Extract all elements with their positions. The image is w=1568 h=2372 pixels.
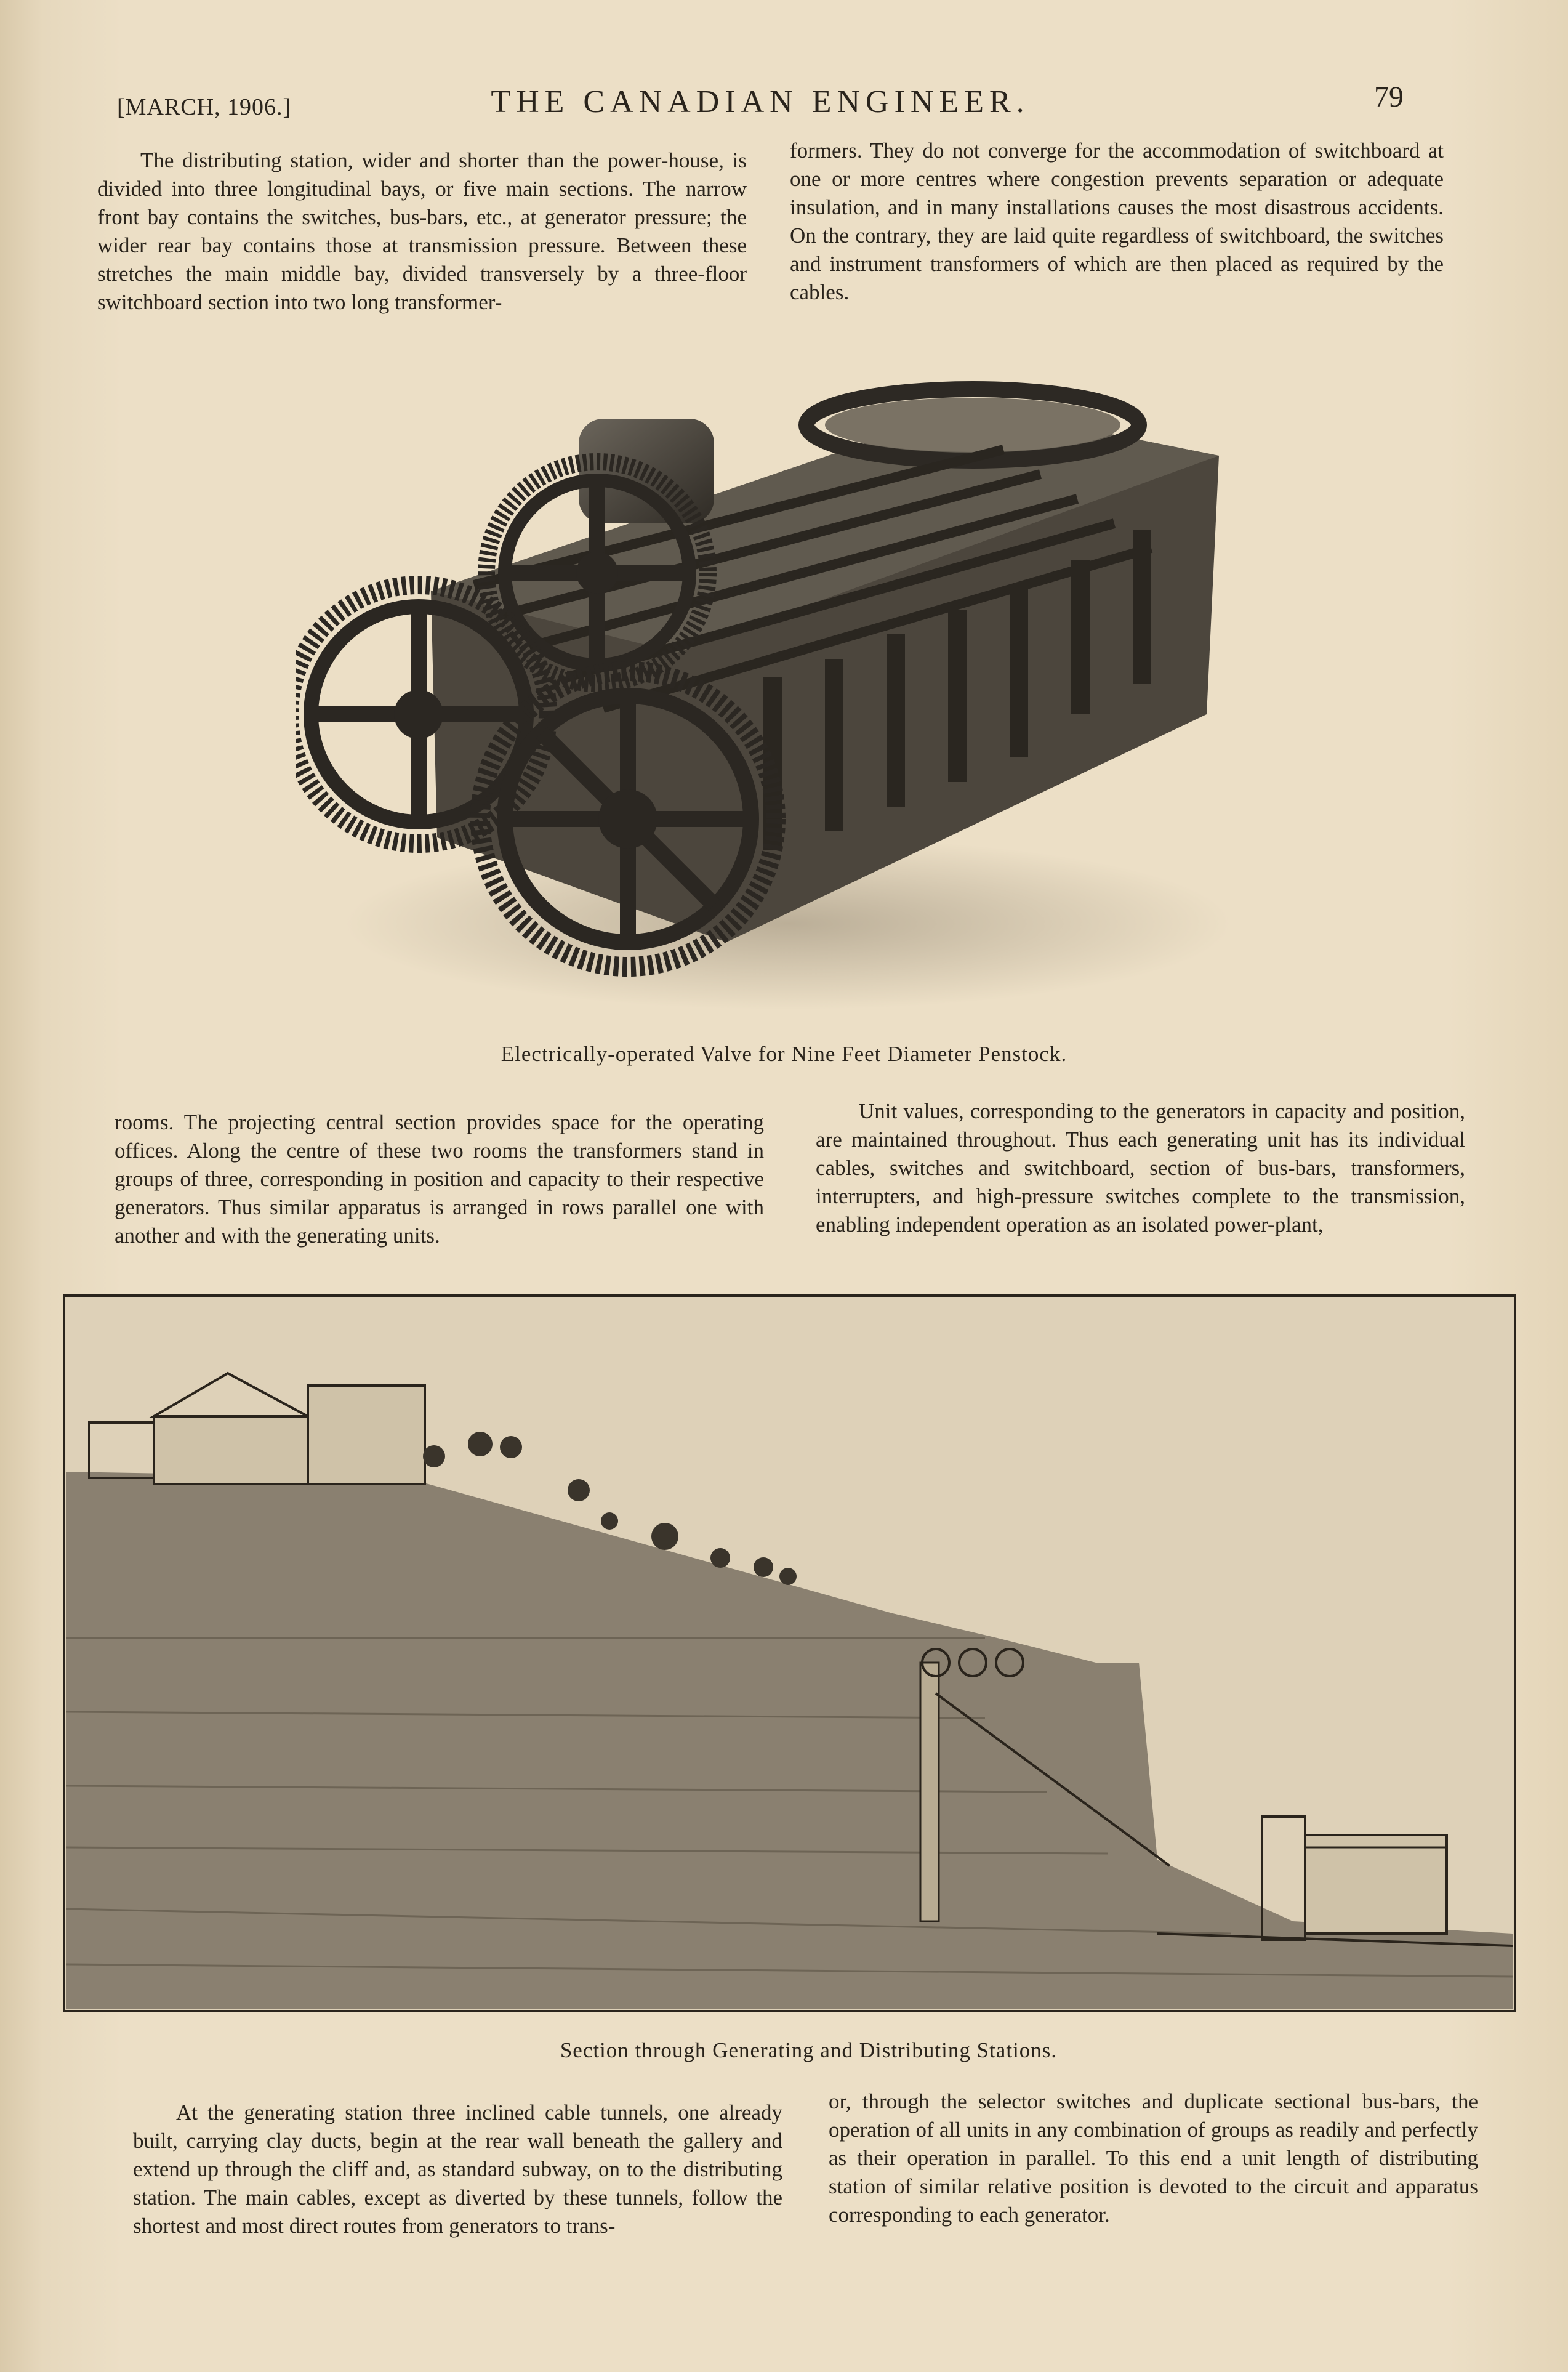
section-caption: Section through Generating and Distributing Stations.	[560, 2038, 1058, 2062]
text-column-bottom-left	[133, 2099, 782, 2240]
paragraph: Unit values, corresponding to the generators in capacity and position, are maintained throughout. Thus each generating unit has its individual cables, switches and switchboard, section of bus-bars, transformers, interrupters, and high-pressure switches complete to the transmission, enabling independent operation as an isolated power-plant,	[816, 1099, 1465, 1236]
paragraph: or, through the selector switches and duplicate sectional bus-bars, the operation of all units in any combination of groups as readily and perfectly as their operation in parallel. To this end a unit length of distributing station of similar relative position is devoted to the circuit and apparatus corresponding to each generator.	[829, 2089, 1478, 2227]
page-number: 79	[1374, 81, 1404, 113]
valve-illustration	[296, 369, 1244, 1028]
paragraph: formers. They do not converge for the accommodation of switchboard at one or more centres where congestion prevents separation or adequate insulation, and in many installations causes the most disastrous accidents. On the contrary, they are laid quite regardless of switchboard, the switches and instrument transformers of which are then placed as required by the cables.	[790, 139, 1444, 304]
paragraph: rooms. The projecting central section provides space for the operating offices. Along the centre of these two rooms the transformers stand in groups of three, corresponding in position and capacity to their respective generators. Thus similar apparatus is arranged in rows parallel one with another and with the generating units.	[115, 1110, 764, 1248]
paragraph: The distributing station, wider and shorter than the power-house, is divided into three longitudinal bays, or five main sections. The narrow front bay contains the switches, bus-bars, etc., at generator pressure; the wider rear bay contains those at transmission pressure. Between these stretches the main middle bay, divided transversely by a three-floor switchboard section into two long transformer-	[97, 148, 747, 314]
text-column-mid-right	[816, 1097, 1465, 1239]
valve-caption: Electrically-operated Valve for Nine Feet Diameter Penstock.	[501, 1042, 1067, 1066]
page-header	[92, 80, 1428, 129]
section-drawing	[62, 1293, 1518, 2014]
issue-date: [MARCH, 1906.]	[117, 94, 292, 120]
text-column-mid-left	[115, 1108, 764, 1250]
journal-title: THE CANADIAN ENGINEER.	[491, 84, 1030, 119]
text-column-bottom-right	[829, 2088, 1478, 2229]
paragraph: At the generating station three inclined cable tunnels, one already built, carrying clay ducts, begin at the rear wall beneath the gallery and extend up through the cliff and, as standard subway, on to the distributing station. The main cables, except as diverted by these tunnels, follow the shortest and most direct routes from generators to trans-	[133, 2100, 782, 2238]
text-column-top-left	[97, 147, 747, 317]
text-column-top-right	[790, 137, 1444, 307]
